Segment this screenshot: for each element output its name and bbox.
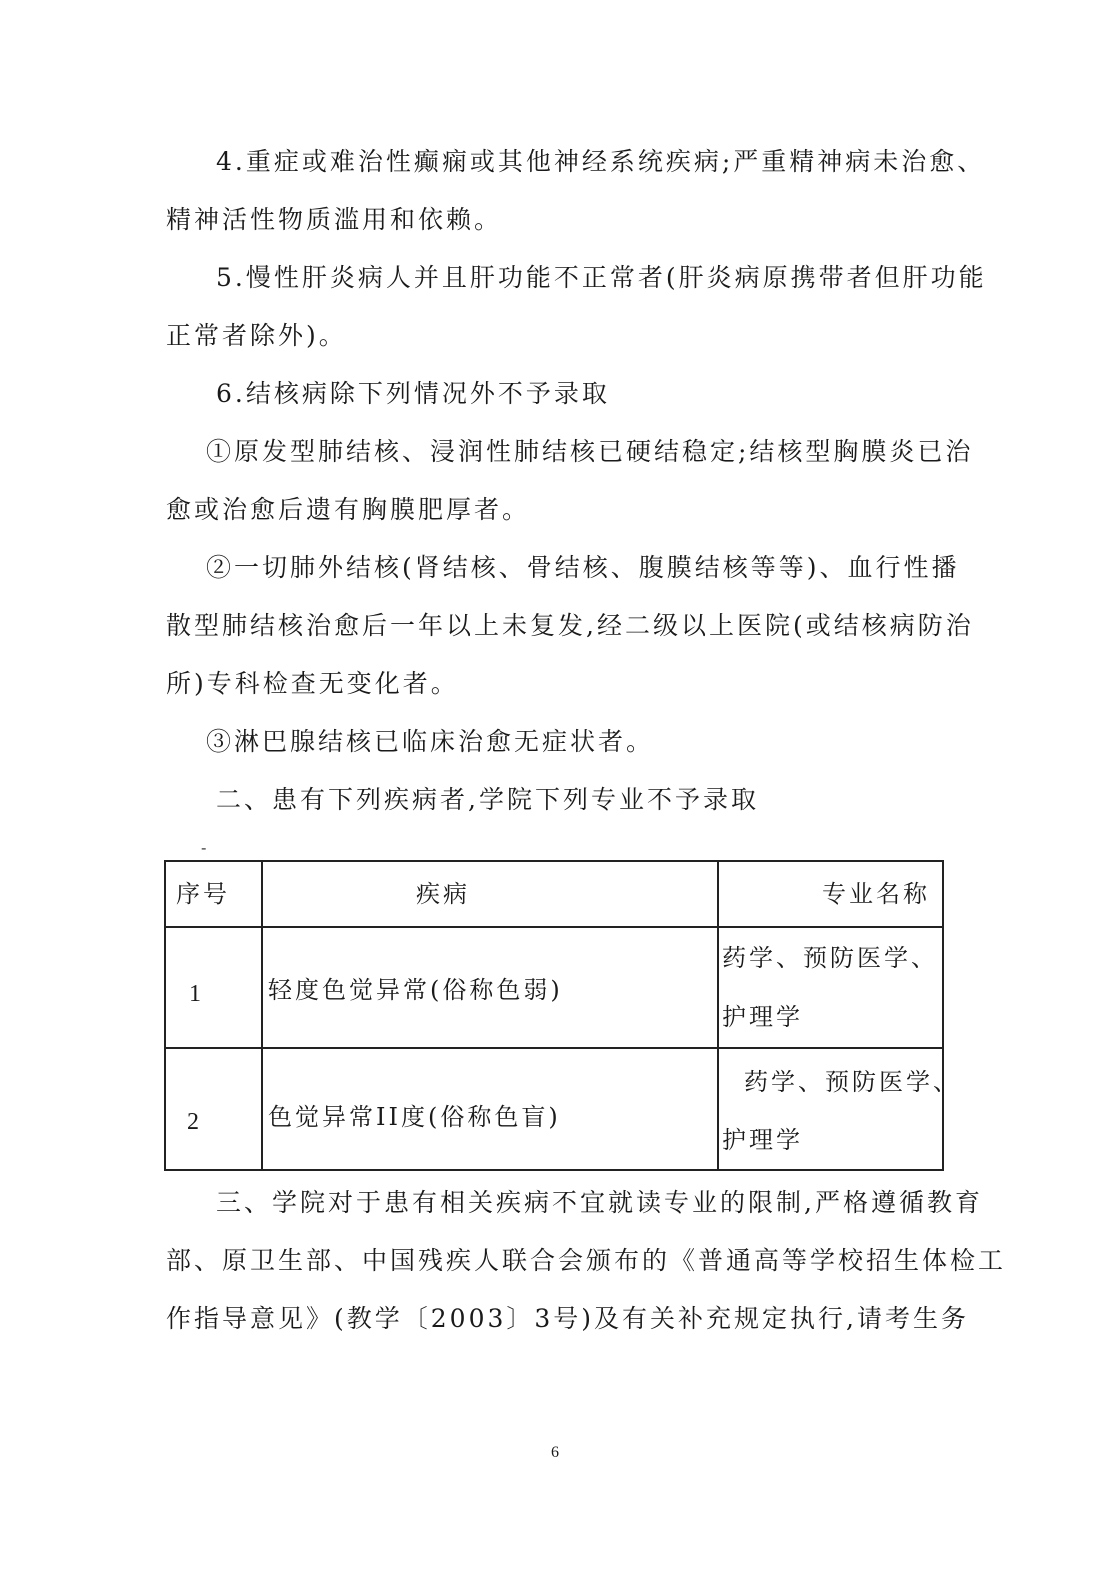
paragraph-line: 愈或治愈后遗有胸膜肥厚者。 — [166, 495, 531, 524]
table-header-index: 序号 — [176, 880, 230, 908]
table-header-disease: 疾病 — [416, 880, 470, 908]
table-cell-index: 1 — [189, 981, 201, 1007]
paragraph-line: 三、学院对于患有相关疾病不宜就读专业的限制,严格遵循教育 — [216, 1188, 983, 1217]
page-number: 6 — [551, 1444, 559, 1461]
table-cell-major: 药学、预防医学、 — [744, 1068, 960, 1096]
paragraph-line: 6.结核病除下列情况外不予录取 — [216, 379, 610, 408]
section-heading: 二、患有下列疾病者,学院下列专业不予录取 — [216, 785, 759, 814]
paragraph-line: 散型肺结核治愈后一年以上未复发,经二级以上医院(或结核病防治 — [166, 611, 974, 640]
paragraph-line: 正常者除外)。 — [166, 321, 347, 350]
paragraph-line: ③淋巴腺结核已临床治愈无症状者。 — [206, 727, 655, 756]
table-cell-major: 护理学 — [722, 1003, 803, 1031]
paragraph-line: ①原发型肺结核、浸润性肺结核已硬结稳定;结核型胸膜炎已治 — [206, 437, 974, 466]
paragraph-line: ②一切肺外结核(肾结核、骨结核、腹膜结核等等)、血行性播 — [206, 553, 960, 582]
table-divider — [164, 1047, 944, 1049]
table-cell-disease: 轻度色觉异常(俗称色弱) — [268, 976, 563, 1004]
paragraph-line: 4.重症或难治性癫痫或其他神经系统疾病;严重精神病未治愈、 — [216, 147, 986, 176]
table-divider — [164, 926, 944, 928]
paragraph-line: 部、原卫生部、中国残疾人联合会颁布的《普通高等学校招生体检工 — [166, 1246, 1007, 1275]
table-divider — [717, 860, 719, 1171]
table-cell-major: 护理学 — [722, 1126, 803, 1154]
paragraph-line: 精神活性物质滥用和依赖。 — [166, 205, 503, 234]
table-cell-major: 药学、预防医学、 — [722, 944, 938, 972]
table-cell-disease: 色觉异常II度(俗称色盲) — [268, 1103, 561, 1131]
table-header-major: 专业名称 — [822, 880, 930, 908]
paragraph-line: 作指导意见》(教学〔2003〕3号)及有关补充规定执行,请考生务 — [166, 1304, 969, 1333]
dash-mark: - — [201, 838, 207, 857]
table-cell-index: 2 — [187, 1109, 199, 1135]
table-divider — [261, 860, 263, 1171]
paragraph-line: 所)专科检查无变化者。 — [166, 669, 459, 698]
paragraph-line: 5.慢性肝炎病人并且肝功能不正常者(肝炎病原携带者但肝功能 — [216, 263, 987, 292]
